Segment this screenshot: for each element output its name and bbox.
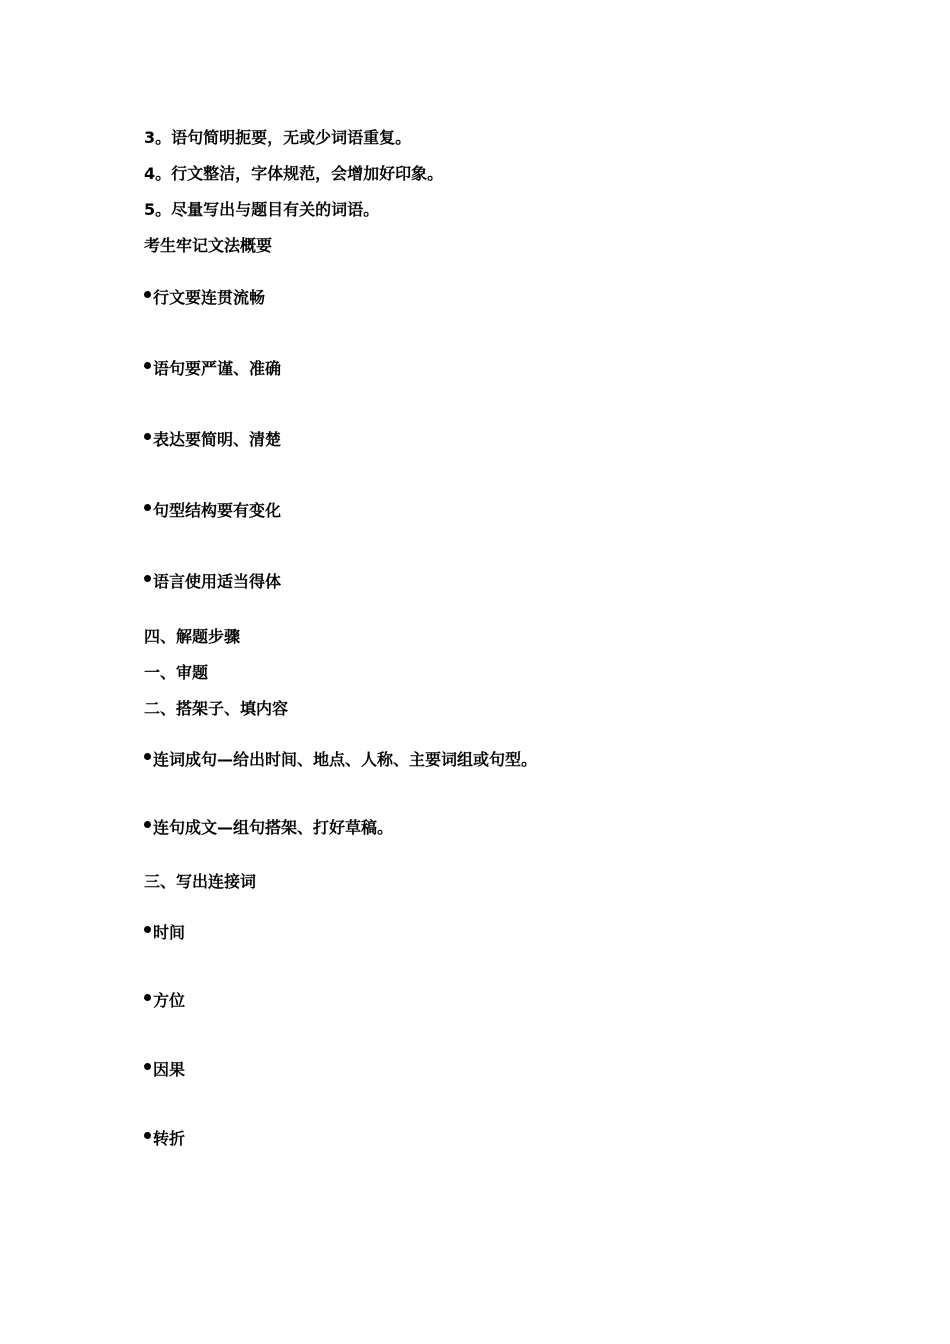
bullet-icon (144, 821, 151, 828)
bullet-item: 句型结构要有变化 (144, 501, 281, 521)
bullet-item: 时间 (144, 923, 185, 943)
bullet-item: 因果 (144, 1060, 185, 1080)
bullet-item: 行文要连贯流畅 (144, 288, 265, 308)
bullet-item: 语句要严谨、准确 (144, 359, 281, 379)
bullet-icon (144, 926, 151, 933)
step-heading: 三、写出连接词 (144, 872, 257, 891)
bullet-item: 连词成句—给出时间、地点、人称、主要词组或句型。 (144, 750, 537, 770)
bullet-icon (144, 504, 151, 511)
bullet-item: 连句成文—组句搭架、打好草稿。 (144, 818, 393, 838)
bullet-item: 方位 (144, 991, 185, 1011)
bullet-icon (144, 433, 151, 440)
section-heading: 考生牢记文法概要 (144, 236, 273, 255)
bullet-item: 语言使用适当得体 (144, 572, 281, 592)
bullet-item: 表达要简明、清楚 (144, 430, 281, 450)
section-heading: 四、解题步骤 (144, 627, 241, 646)
text-line: 3。语句简明扼要，无或少词语重复。 (144, 128, 412, 147)
bullet-icon (144, 362, 151, 369)
bullet-icon (144, 1132, 151, 1139)
step-heading: 二、搭架子、填内容 (144, 699, 289, 718)
step-heading: 一、审题 (144, 663, 209, 682)
bullet-icon (144, 575, 151, 582)
bullet-icon (144, 1063, 151, 1070)
bullet-icon (144, 291, 151, 298)
text-line: 5。尽量写出与题目有关的词语。 (144, 200, 380, 219)
text-line: 4。行文整洁，字体规范，会增加好印象。 (144, 164, 444, 183)
bullet-icon (144, 753, 151, 760)
bullet-icon (144, 994, 151, 1001)
bullet-item: 转折 (144, 1129, 185, 1149)
